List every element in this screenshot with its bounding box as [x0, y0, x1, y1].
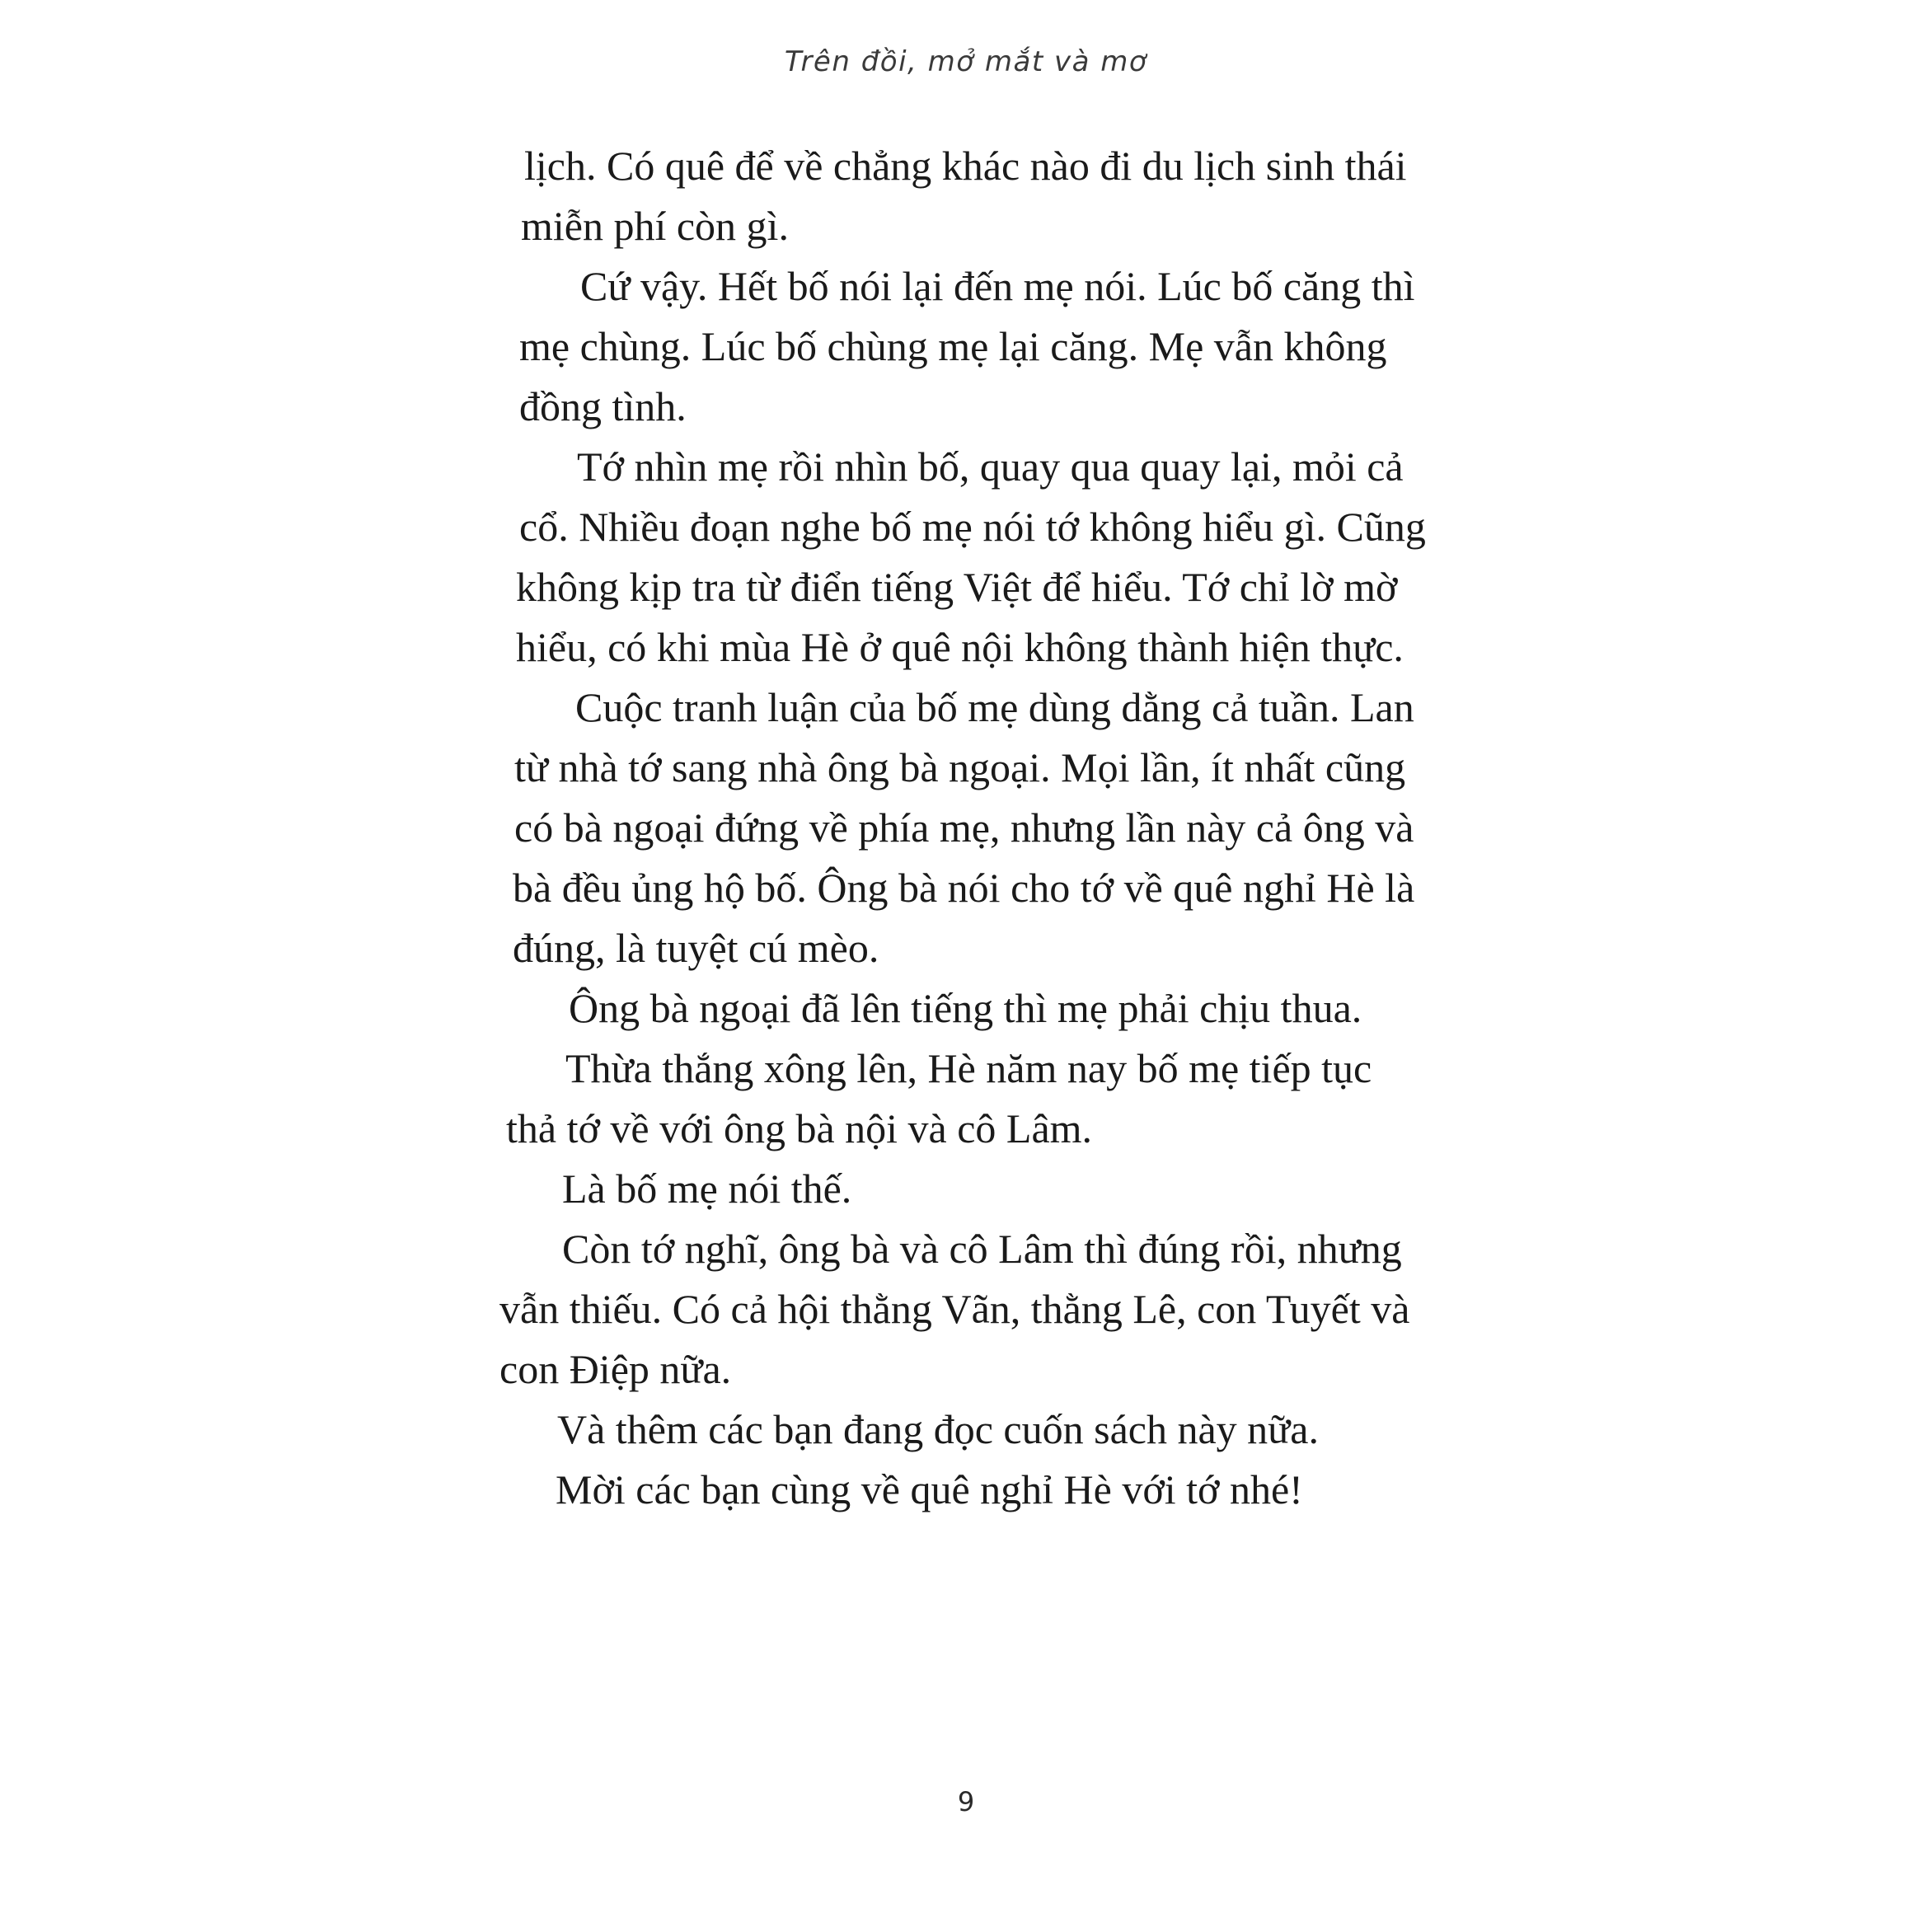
text-line: Ông bà ngoại đã lên tiếng thì mẹ phải chịu thua.: [569, 985, 1362, 1031]
text-line: miễn phí còn gì.: [521, 203, 789, 249]
text-line: Tớ nhìn mẹ rồi nhìn bố, quay qua quay lại, mỏi cả: [577, 443, 1404, 490]
text-line: mẹ chùng. Lúc bố chùng mẹ lại căng. Mẹ vẫn không: [519, 323, 1387, 369]
text-line: Và thêm các bạn đang đọc cuốn sách này nữa.: [557, 1406, 1319, 1452]
text-line: Cuộc tranh luận của bố mẹ dùng dằng cả tuần. Lan: [575, 684, 1414, 730]
text-line: thả tớ về với ông bà nội và cô Lâm.: [506, 1105, 1093, 1151]
text-line: có bà ngoại đứng về phía mẹ, nhưng lần này cả ông và: [514, 804, 1414, 851]
text-line: đúng, là tuyệt cú mèo.: [513, 925, 879, 971]
text-line: Mời các bạn cùng về quê nghỉ Hè với tớ nhé!: [556, 1466, 1303, 1512]
text-line: hiểu, có khi mùa Hè ở quê nội không thành hiện thực.: [516, 624, 1404, 670]
text-line: từ nhà tớ sang nhà ông bà ngoại. Mọi lần, ít nhất cũng: [514, 744, 1406, 790]
text-line: Thừa thắng xông lên, Hè năm nay bố mẹ tiếp tục: [565, 1045, 1372, 1091]
text-line: cổ. Nhiều đoạn nghe bố mẹ nói tớ không hiểu gì. Cũng: [519, 504, 1426, 550]
text-line: con Điệp nữa.: [499, 1346, 732, 1392]
text-line: Cứ vậy. Hết bố nói lại đến mẹ nói. Lúc bố căng thì: [580, 263, 1415, 309]
page-number: 9: [957, 1786, 975, 1817]
text-line: Còn tớ nghĩ, ông bà và cô Lâm thì đúng rồi, nhưng: [562, 1226, 1402, 1272]
text-line: vẫn thiếu. Có cả hội thằng Vãn, thằng Lê, con Tuyết và: [499, 1286, 1410, 1332]
text-line: Là bố mẹ nói thế.: [562, 1165, 852, 1212]
text-line: bà đều ủng hộ bố. Ông bà nói cho tớ về quê nghỉ Hè là: [513, 865, 1415, 911]
text-line: lịch. Có quê để về chẳng khác nào đi du lịch sinh thái: [524, 143, 1407, 189]
text-line: không kịp tra từ điển tiếng Việt để hiểu. Tớ chỉ lờ mờ: [516, 564, 1398, 610]
running-header: Trên đồi, mở mắt và mơ: [784, 45, 1148, 78]
text-line: đồng tình.: [519, 383, 687, 429]
